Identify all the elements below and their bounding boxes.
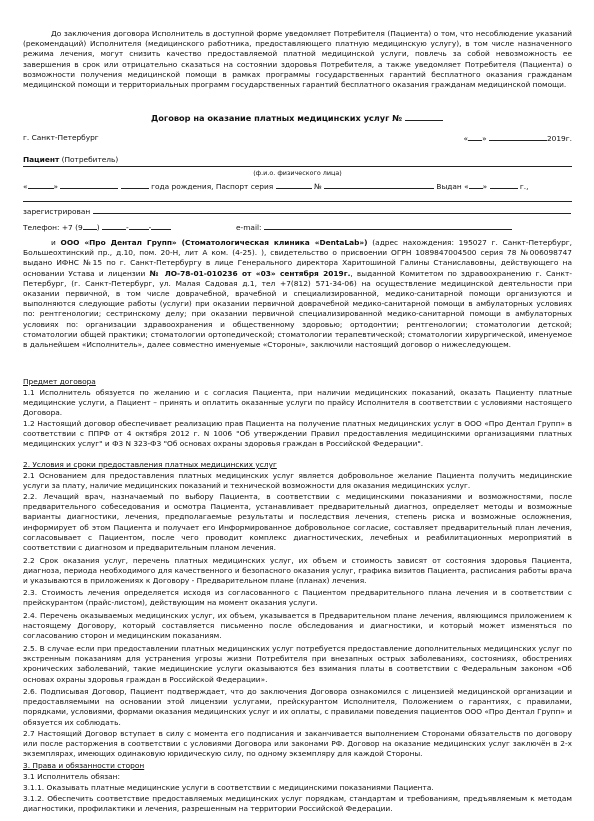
- registered-label: зарегистрирован: [23, 207, 91, 216]
- clause-2-5: 2.5. В случае если при предоставлении платных медицинских услуг потребуется предоставление дополнительных медицинских услуг по экстренным показаниям для устранения угрозы жизни Потребителя при внезапных острых заболеваниях, состояниях, обострениях хронических заболеваний, такие медицинские услуги оказываются без взимания платы в соответствии с Федеральным законом «Об основах охраны здоровья граждан в Российской Федерации».: [23, 644, 572, 684]
- contract-title: [0, 113, 594, 123]
- birth-year-field[interactable]: [121, 181, 149, 189]
- passport-issued-by-field[interactable]: [23, 194, 572, 202]
- clause-2-1: 2.1 Основанием для предоставления платных медицинских услуг является добровольное желание Пациента получить медицинские услуги за плату, наличие медицинских показаний и технической возможности для оказания медицинских услуг.: [23, 471, 572, 491]
- fio-hint: (ф.и.о. физического лица): [253, 169, 342, 177]
- executor-text-segment: , выданной Комитетом по здравоохранению г. Санкт-Петербург, (г. Санкт-Петербург, ул. Малая Садовая д.1, тел +7(812) 571-34-06) на осуществление медицинской деятельности при оказании первичной, в том числе доврачебной, врачебной и специализированной, медико-санитарной помощи организуются и выполняются следующие работы (услуги) при оказании первичной доврачебной медико-санитарной помощи в амбулаторных условиях по: рентгенологии; сестринскому делу; при оказании первичной специализированной медико-санитарной помощи в амбулаторных условиях по: организации здравоохранения и общественному здоровью; ортодонтии; рентгенологии; стоматологии детской; стоматологии общей практики; стоматологии ортопедической; стоматологии терапевтической; стоматологии хирургической, именуемое в дальнейшем «Исполнитель», далее совместно именуемые «Стороны», заключили настоящий договор о нижеследующем.: [23, 268, 572, 350]
- address-field[interactable]: [93, 206, 571, 214]
- clause-2-3: 2.3. Стоимость лечения определяется исходя из согласованного с Пациентом предварительного плана лечения и в соответствии с прейскурантом (прайс-листом), действующим на момент оказания услуги.: [23, 588, 572, 608]
- executor-text-segment: (адрес нахождения: 195027 г. Санкт-Петербург, Большеохтинский пр., д.10, пом. 20-Н, лит А ком. (4-25). ), свидетельство о присвоении ОГРН 1089847004500 серия 78 №006098747 выдано ИФНС №15 по г. Санкт-Петербургу в лице Генерального директора Харитошиной Галины Станиславовны, действующего на основании Устава и лицензии: [23, 238, 573, 278]
- phone-email-row: Телефон: +7 (9 ) - - e-mail:: [23, 222, 572, 233]
- executor-paragraph: [23, 238, 572, 350]
- patient-row: [23, 155, 572, 165]
- birth-passport-row: « » года рождения, Паспорт серия № Выдан « » г.,: [23, 182, 529, 191]
- clause-3-1-1: 3.1.1. Оказывать платные медицинские услуги в соответствии с медицинскими показаниями Пациента.: [23, 783, 434, 792]
- phone-part1-field[interactable]: [102, 222, 126, 230]
- clause-3-1-2: 3.1.2. Обеспечить соответствие предоставляемых медицинских услуг порядкам, стандартам и требованиям, предъявляемым к методам диагностики, профилактики и лечения, разрешенным на территории Российской Федерации.: [23, 794, 572, 814]
- issued-by-row: [23, 194, 572, 205]
- clause-2-6: 2.6. Подписывая Договор, Пациент подтверждает, что до заключения Договора ознакомился с лицензией медицинской организации и предоставляемыми на основании этой лицензии услугами, прейскурантом Исполнителя, Положением о гарантиях, с правилами, порядками, условиями, формами оказания медицинских услуг и их оплаты, с правилами поведения пациентов ООО «Про Дентал Групп» и обязуется их соблюдать.: [23, 687, 572, 727]
- contract-title-text: Договор на оказание платных медицинских услуг №: [151, 113, 403, 123]
- birth-month-field[interactable]: [60, 181, 118, 189]
- passport-series-field[interactable]: [276, 181, 312, 189]
- contract-number-field[interactable]: [405, 113, 443, 121]
- date-year: 2019г.: [546, 134, 572, 143]
- email-label: e-mail:: [236, 223, 262, 232]
- section-terms-heading: 2. Условия и сроки предоставления платных медицинских услуг: [23, 460, 277, 469]
- issued-day-field[interactable]: [469, 181, 483, 189]
- patient-sublabel: (Потребитель): [59, 155, 119, 164]
- clause-2-7: 2.7 Настоящий Договор вступает в силу с момента его подписания и заканчивается выполнением Сторонами обязательств по договору или после расторжения в соответствии с условиями Договора или законами РФ. Договор на оказание медицинских услуг заключён в 2-х экземплярах, имеющих одинаковую юридическую силу, по одному экземпляру для каждой Стороны.: [23, 729, 572, 759]
- clause-1-1: 1.1 Исполнитель обязуется по желанию и с согласия Пациента, при наличии медицинских показаний, оказать Пациенту платные медицинские услуги, а Пациент – принять и оплатить оказанные услуги по прайсу Исполнителя в соответствии с условиями настоящего Договора.: [23, 388, 572, 418]
- clause-1-2: 1.2 Настоящий договор обеспечивает реализацию прав Пациента на получение платных медицинских услуг в ООО «Про Дентал Групп» в соответствии с ППРФ от 4 октября 2012 г. N 1006 "Об утверждении Правил предоставления медицинскими организациями платных медицинских услуг" и ФЗ N 323-ФЗ "Об основах охраны здоровья граждан в Российской Федерации".: [23, 419, 572, 449]
- email-field[interactable]: [264, 222, 512, 230]
- contract-date: « » 2019г.: [463, 134, 572, 143]
- issued-month-field[interactable]: [490, 181, 518, 189]
- phone-part3-field[interactable]: [151, 222, 171, 230]
- city: г. Санкт-Петербург: [23, 133, 99, 142]
- date-day-field[interactable]: [468, 133, 482, 141]
- section-subject-heading: Предмет договора: [23, 377, 96, 386]
- clause-2-2: 2.2. Лечащий врач, назначаемый по выбору Пациента, в соответствии с медицинскими показаниями и возможностями, после предварительного собеседования и осмотра Пациента, устанавливает предварительный диагноз, определяет методы и возможные варианты диагностики, лечения, предполагаемые результаты и последствия лечения, степень риска и возможные осложнения, информирует об этом Пациента и получает его Информированное добровольное согласие, составляет предварительный план лечения, согласовывает с Пациентом, после чего проводит комплекс диагностических, лечебных и реабилитационных мероприятий в соответствии с диагнозом и предварительным планом лечения.: [23, 492, 572, 553]
- patient-name-line[interactable]: [23, 166, 572, 167]
- executor-bold-segment: ООО «Про Дентал Групп» (Стоматологическая клиника «DentaLab»): [60, 238, 368, 247]
- birth-passport-label: года рождения, Паспорт серия: [151, 182, 274, 191]
- executor-bold-segment: № ЛО-78-01-010236 от «03» сентября 2019г.: [149, 268, 351, 278]
- registered-row: [23, 206, 572, 217]
- issued-label: Выдан «: [436, 182, 469, 191]
- section-rights-heading: 3. Права и обязанности сторон: [23, 761, 145, 770]
- birth-day-field[interactable]: [28, 181, 54, 189]
- phone-part2-field[interactable]: [129, 222, 149, 230]
- clause-3-1: 3.1 Исполнитель обязан:: [23, 772, 120, 781]
- patient-label: Пациент: [23, 155, 60, 164]
- preamble-paragraph: До заключения договора Исполнитель в доступной форме уведомляет Потребителя (Пациента) о том, что несоблюдение указаний (рекомендаций) Исполнителя (медицинского работника, предоставляющего платную медицинскую услугу), в том числе назначенного режима лечения, могут снизить качество предоставляемой платной медицинской услуги, повлечь за собой невозможность ее завершения в срок или отрицательно сказаться на состоянии здоровья Потребителя, а также уведомляет Потребителя (Пациента) о возможности получения медицинской помощи в рамках программы государственных гарантий бесплатного оказания гражданам медицинской помощи и территориальных программ государственных гарантий бесплатного оказания гражданам медицинской помощи.: [23, 29, 572, 90]
- phone-code-field[interactable]: [83, 222, 97, 230]
- city-date-row: [23, 133, 572, 143]
- phone-label: Телефон: +7 (9: [23, 223, 83, 232]
- clause-2-2b: 2.2 Срок оказания услуг, перечень платных медицинских услуг, их объем и стоимость зависят от состояния здоровья Пациента, диагноза, периода необходимого для качественного и безопасного оказания услуг, графика визитов Пациента, расписания работы врача и указываются в приложениях к Договору - Предварительном плане (планах) лечения.: [23, 556, 572, 586]
- clause-2-4: 2.4. Перечень оказываемых медицинских услуг, их объем, указывается в Предварительном плане лечения, являющимся приложением к настоящему Договору, который составляется письменно после обследования и диагностики, и который может изменяться по согласованию сторон и медицинским показаниям.: [23, 611, 572, 641]
- passport-number-field[interactable]: [324, 181, 434, 189]
- executor-text-segment: и: [51, 238, 61, 247]
- date-month-field[interactable]: [489, 133, 547, 141]
